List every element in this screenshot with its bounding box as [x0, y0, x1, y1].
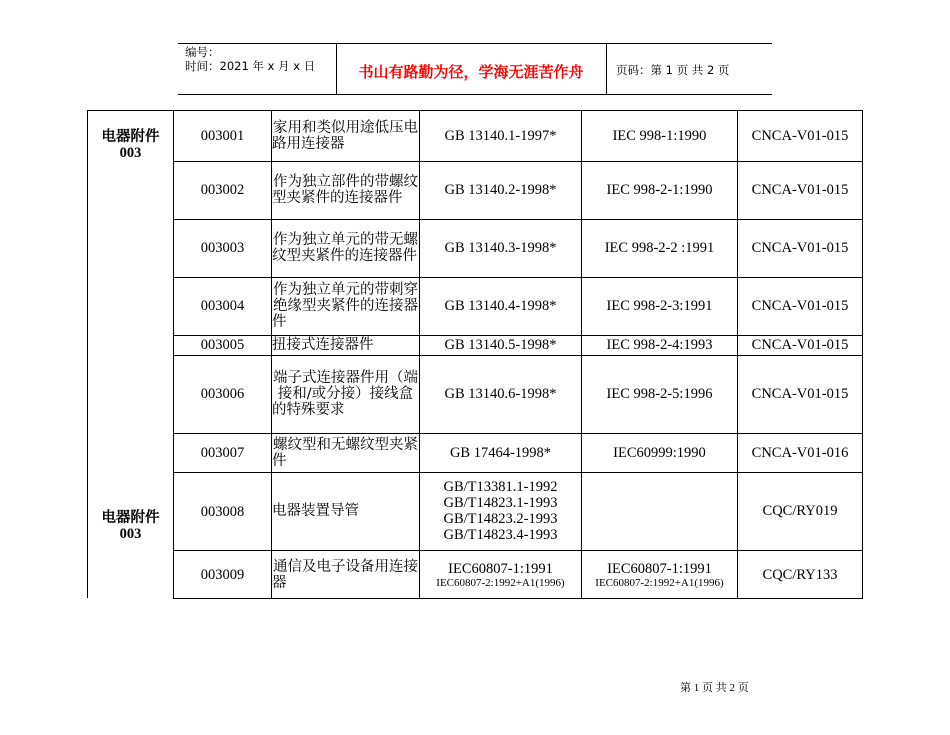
gb-standard: GB 13140.3-1998* [420, 219, 582, 277]
iec-standard: IEC60999:1990 [582, 433, 738, 472]
gb-standard: IEC60807-1:1991 [448, 560, 553, 577]
category-name: 电器附件 [101, 510, 160, 526]
gb-standard-list [420, 550, 582, 598]
gb-standard: GB/T14823.1-1993 [443, 495, 558, 511]
certification-rule: CNCA-V01-015 [738, 161, 863, 219]
gb-standard: GB/T13381.1-1992 [443, 479, 558, 495]
product-code: 003002 [174, 161, 272, 219]
number-label: 编号： [185, 45, 220, 59]
gb-standard: GB 13140.5-1998* [420, 335, 582, 355]
category-cell-continued [88, 550, 174, 598]
product-standards-table [87, 110, 863, 599]
header-motto: 书山有路勤为径，学海无涯苦作舟 [358, 63, 584, 81]
category-cell [88, 111, 174, 162]
product-code: 003001 [174, 111, 272, 162]
footer-page-number: 第 1 页 共 2 页 [680, 682, 749, 694]
table-row [88, 335, 863, 355]
gb-standard: GB 13140.6-1998* [420, 355, 582, 433]
product-name: 家用和类似用途低压电路用连接器 [272, 111, 420, 162]
iec-standard: IEC 998-2-2 :1991 [582, 219, 738, 277]
header-divider [606, 44, 607, 94]
category-cell [88, 472, 174, 550]
product-code: 003006 [174, 355, 272, 433]
certification-rule: CNCA-V01-015 [738, 335, 863, 355]
certification-rule: CQC/RY133 [738, 550, 863, 598]
product-name: 电器装置导管 [272, 472, 420, 550]
header-divider [336, 44, 337, 94]
iec-standard: IEC60807-1:1991 [607, 560, 712, 577]
certification-rule: CNCA-V01-016 [738, 433, 863, 472]
gb-standard-list [420, 472, 582, 550]
header-page-info: 页码：第 1 页 共 2 页 [616, 63, 730, 77]
table-row [88, 433, 863, 472]
product-code: 003009 [174, 550, 272, 598]
gb-standard: GB 13140.1-1997* [420, 111, 582, 162]
product-code: 003007 [174, 433, 272, 472]
certification-rule: CNCA-V01-015 [738, 111, 863, 162]
product-code: 003004 [174, 277, 272, 335]
time-label: 时间：2021 年 x 月 x 日 [185, 59, 316, 73]
gb-standard: GB 13140.4-1998* [420, 277, 582, 335]
gb-standard: GB/T14823.2-1993 [443, 511, 558, 527]
category-cell-continued [88, 219, 174, 277]
product-name: 螺纹型和无螺纹型夹紧件 [272, 433, 420, 472]
category-cell-continued [88, 335, 174, 355]
gb-standard: IEC60807-2:1992+A1(1996) [436, 576, 565, 589]
table-row [88, 550, 863, 598]
table-row [88, 472, 863, 550]
category-code: 003 [119, 526, 142, 542]
table-row [88, 219, 863, 277]
gb-standard: GB 13140.2-1998* [420, 161, 582, 219]
iec-standard-empty [582, 472, 738, 550]
product-code: 003005 [174, 335, 272, 355]
product-name: 扭接式连接器件 [272, 335, 420, 355]
iec-standard: IEC 998-2-4:1993 [582, 335, 738, 355]
table-row [88, 111, 863, 162]
certification-rule: CNCA-V01-015 [738, 277, 863, 335]
gb-standard: GB/T14823.4-1993 [443, 527, 558, 543]
product-name: 通信及电子设备用连接器 [272, 550, 420, 598]
category-cell-continued [88, 161, 174, 219]
category-cell-continued [88, 355, 174, 433]
iec-standard: IEC 998-1:1990 [582, 111, 738, 162]
table-row [88, 277, 863, 335]
header-bottom-rule [178, 94, 772, 95]
category-name: 电器附件 [101, 129, 160, 145]
category-code: 003 [119, 145, 142, 161]
iec-standard: IEC 998-2-3:1991 [582, 277, 738, 335]
table-row [88, 161, 863, 219]
product-code: 003008 [174, 472, 272, 550]
iec-standard: IEC 998-2-1:1990 [582, 161, 738, 219]
product-name: 端子式连接器件用（端接和/或分接）接线盒的特殊要求 [272, 355, 420, 433]
gb-standard: GB 17464-1998* [420, 433, 582, 472]
header-top-rule [178, 43, 772, 44]
product-code: 003003 [174, 219, 272, 277]
product-name: 作为独立单元的带刺穿绝缘型夹紧件的连接器件 [272, 277, 420, 335]
iec-standard: IEC 998-2-5:1996 [582, 355, 738, 433]
table-row [88, 355, 863, 433]
iec-standard: IEC60807-2:1992+A1(1996) [595, 576, 724, 589]
category-cell-continued [88, 433, 174, 472]
certification-rule: CQC/RY019 [738, 472, 863, 550]
certification-rule: CNCA-V01-015 [738, 355, 863, 433]
product-name: 作为独立部件的带螺纹型夹紧件的连接器件 [272, 161, 420, 219]
certification-rule: CNCA-V01-015 [738, 219, 863, 277]
product-name: 作为独立单元的带无螺纹型夹紧件的连接器件 [272, 219, 420, 277]
category-cell-continued [88, 277, 174, 335]
header-meta [185, 45, 335, 73]
iec-standard-list [582, 550, 738, 598]
